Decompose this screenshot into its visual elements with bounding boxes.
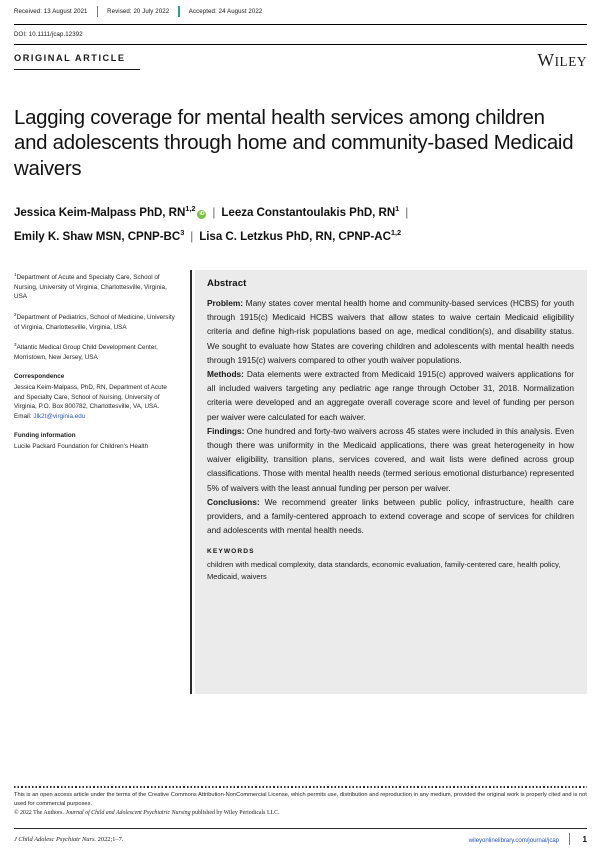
abstract-label-conclusions: Conclusions: (207, 496, 260, 507)
email-link[interactable]: Jlk2t@virginia.edu (33, 412, 86, 420)
header-rule-top (14, 24, 587, 25)
abstract-label-problem: Problem: (207, 298, 244, 308)
citation-journal: J Child Adolesc Psychiatr Nurs. (14, 836, 97, 843)
abstract-left-rule (190, 270, 192, 694)
publication-history (14, 6, 587, 17)
author-1-name: Jessica Keim-Malpass PhD, RN (14, 205, 186, 219)
copyright-journal: Journal of Child and Adolescent Psychiatric Nursing (65, 810, 191, 816)
affiliation-2 (14, 310, 177, 332)
journal-url[interactable]: wileyonlinelibrary.com/journal/jcap (468, 837, 559, 844)
affiliation-3-text: Atlantic Medical Group Child Development Center, Morristown, New Jersey, USA (14, 344, 158, 361)
abstract-text-conclusions: We recommend greater links between public policy, infrastructure, health care providers, and a family-centered approach to extend coverage and scope of services for children and adolescents with mental health needs. (207, 496, 574, 536)
header-rule-bottom (14, 44, 587, 45)
affiliation-3-marker: 3 (14, 342, 17, 348)
footer-rule (14, 828, 587, 829)
correspondence-body: Jessica Keim-Malpass, PhD, RN, Department of Acute and Specialty Care, School of Nursing, University of Virginia, P.O. Box 800782, Charlottesville, VA, USA. (14, 384, 167, 411)
received-date: Received: 13 August 2021 (14, 8, 88, 15)
email-label: Email: (14, 412, 32, 420)
article-type-underline (14, 69, 140, 70)
author-1[interactable] (14, 206, 206, 219)
author-4[interactable] (199, 227, 402, 243)
author-4-name: Lisa C. Letzkus PhD, RN, CPNP-AC (199, 229, 391, 243)
affiliation-1-marker: 1 (14, 272, 17, 277)
affiliation-3 (14, 340, 177, 362)
author-2-name: Leeza Constantoulakis PhD, RN (221, 205, 396, 219)
abstract-section-findings (207, 424, 574, 495)
author-3[interactable] (14, 227, 185, 243)
author-2[interactable] (221, 206, 399, 219)
author-3-affil: 3 (180, 227, 185, 237)
author-3-name: Emily K. Shaw MSN, CPNP-BC (14, 229, 181, 243)
abstract-heading: Abstract (207, 278, 247, 289)
copyright-suffix: published by Wiley Periodicals LLC. (190, 810, 280, 816)
affiliation-2-marker: 2 (14, 311, 17, 317)
correspondence-heading: Correspondence (14, 373, 65, 381)
footer-divider (569, 833, 571, 845)
author-separator-1: | (212, 205, 216, 219)
abstract-panel (195, 270, 587, 694)
abstract-text-methods: Data elements were extracted from Medicaid 1915(c) approved waivers applications for all included waivers targeting any pediatric age range through October 31, 2018. Normalization criteria were developed and an aggregate overall coverage score and level of funding per person per waiver were calculated for each waiver. (207, 369, 574, 422)
keywords-heading: KEYWORDS (207, 548, 255, 556)
wiley-logo: WILEY (537, 50, 587, 70)
article-type-label: ORIGINAL ARTICLE (14, 53, 126, 63)
page-number: 1 (582, 834, 587, 844)
author-4-affil: 1,2 (390, 227, 402, 237)
affiliation-1-text: Department of Acute and Specialty Care, School of Nursing, University of Virginia, Charlottesville, Virginia, USA (14, 274, 167, 301)
copyright-text (14, 809, 587, 818)
author-2-affil: 1 (395, 204, 400, 213)
abstract-label-findings: Findings: (207, 425, 245, 436)
page-title: Lagging coverage for mental health services among children and adolescents through home and community-based Medicaid waivers (14, 106, 574, 180)
correspondence-email-line (14, 412, 177, 422)
abstract-text-problem: Many states cover mental health home and community-based services (HCBS) for youth through 1915(c) Medicaid HCBS waivers that allow states to waive certain Medicaid eligibility criteria and define high-risk populations based on age, medical condition(s), and disability status. We sought to evaluate how States are covering children and adolescents with mental health needs through 1915(c) waivers compared to other youth waiver populations. (207, 298, 574, 365)
affiliation-1 (14, 270, 177, 302)
revised-date: Revised: 20 July 2022 (107, 8, 170, 15)
abstract-section-conclusions (207, 495, 574, 538)
accepted-date: Accepted: 24 August 2022 (188, 8, 263, 15)
funding-heading: Funding information (14, 432, 76, 440)
abstract-label-methods: Methods: (207, 369, 244, 380)
doi-text[interactable]: DOI: 10.1111/jcap.12392 (14, 31, 83, 38)
funding-body: Lucile Packard Foundation for Children's Health (14, 443, 149, 450)
orcid-icon[interactable]: iD (199, 210, 205, 217)
history-divider-2 (178, 6, 180, 17)
affiliation-2-text: Department of Pediatrics, School of Medicine, University of Virginia, Charlottesville, Virginia, USA (14, 313, 175, 331)
history-divider-1 (97, 6, 99, 17)
copyright-prefix: © 2022 The Authors. (14, 810, 66, 816)
author-1-affil: 1,2 (185, 204, 196, 213)
footer-dotted-rule (14, 786, 587, 788)
keywords-list: children with medical complexity, data standards, economic evaluation, family-centered care, health policy, Medicaid, waivers (207, 560, 561, 581)
abstract-section-problem (207, 296, 574, 367)
author-separator-2: | (405, 205, 409, 219)
citation-rest: 2022;1–7. (96, 836, 124, 843)
citation-line (14, 836, 123, 843)
author-list (14, 199, 574, 247)
abstract-section-methods (207, 367, 574, 424)
metadata-column (14, 270, 177, 452)
abstract-text-findings: One hundred and forty-two waivers across 45 states were included in this analysis. Even though there was uniformity in the Medicaid applications, there was great heterogeneity in how waiver eligibility, transition plans, services covered, and wait lists were defined across group classifications. Those with mental health needs (termed serious emotional disturbance) represented 5% of waivers with the least annual funding per person per waiver. (207, 425, 574, 493)
author-separator-3: | (190, 229, 194, 243)
license-text: This is an open access article under the terms of the Creative Commons Attribution-NonCommercial License, which permits use, distribution and reproduction in any medium, provided the original work is properly cited and is not used for commercial purposes. (14, 792, 587, 808)
